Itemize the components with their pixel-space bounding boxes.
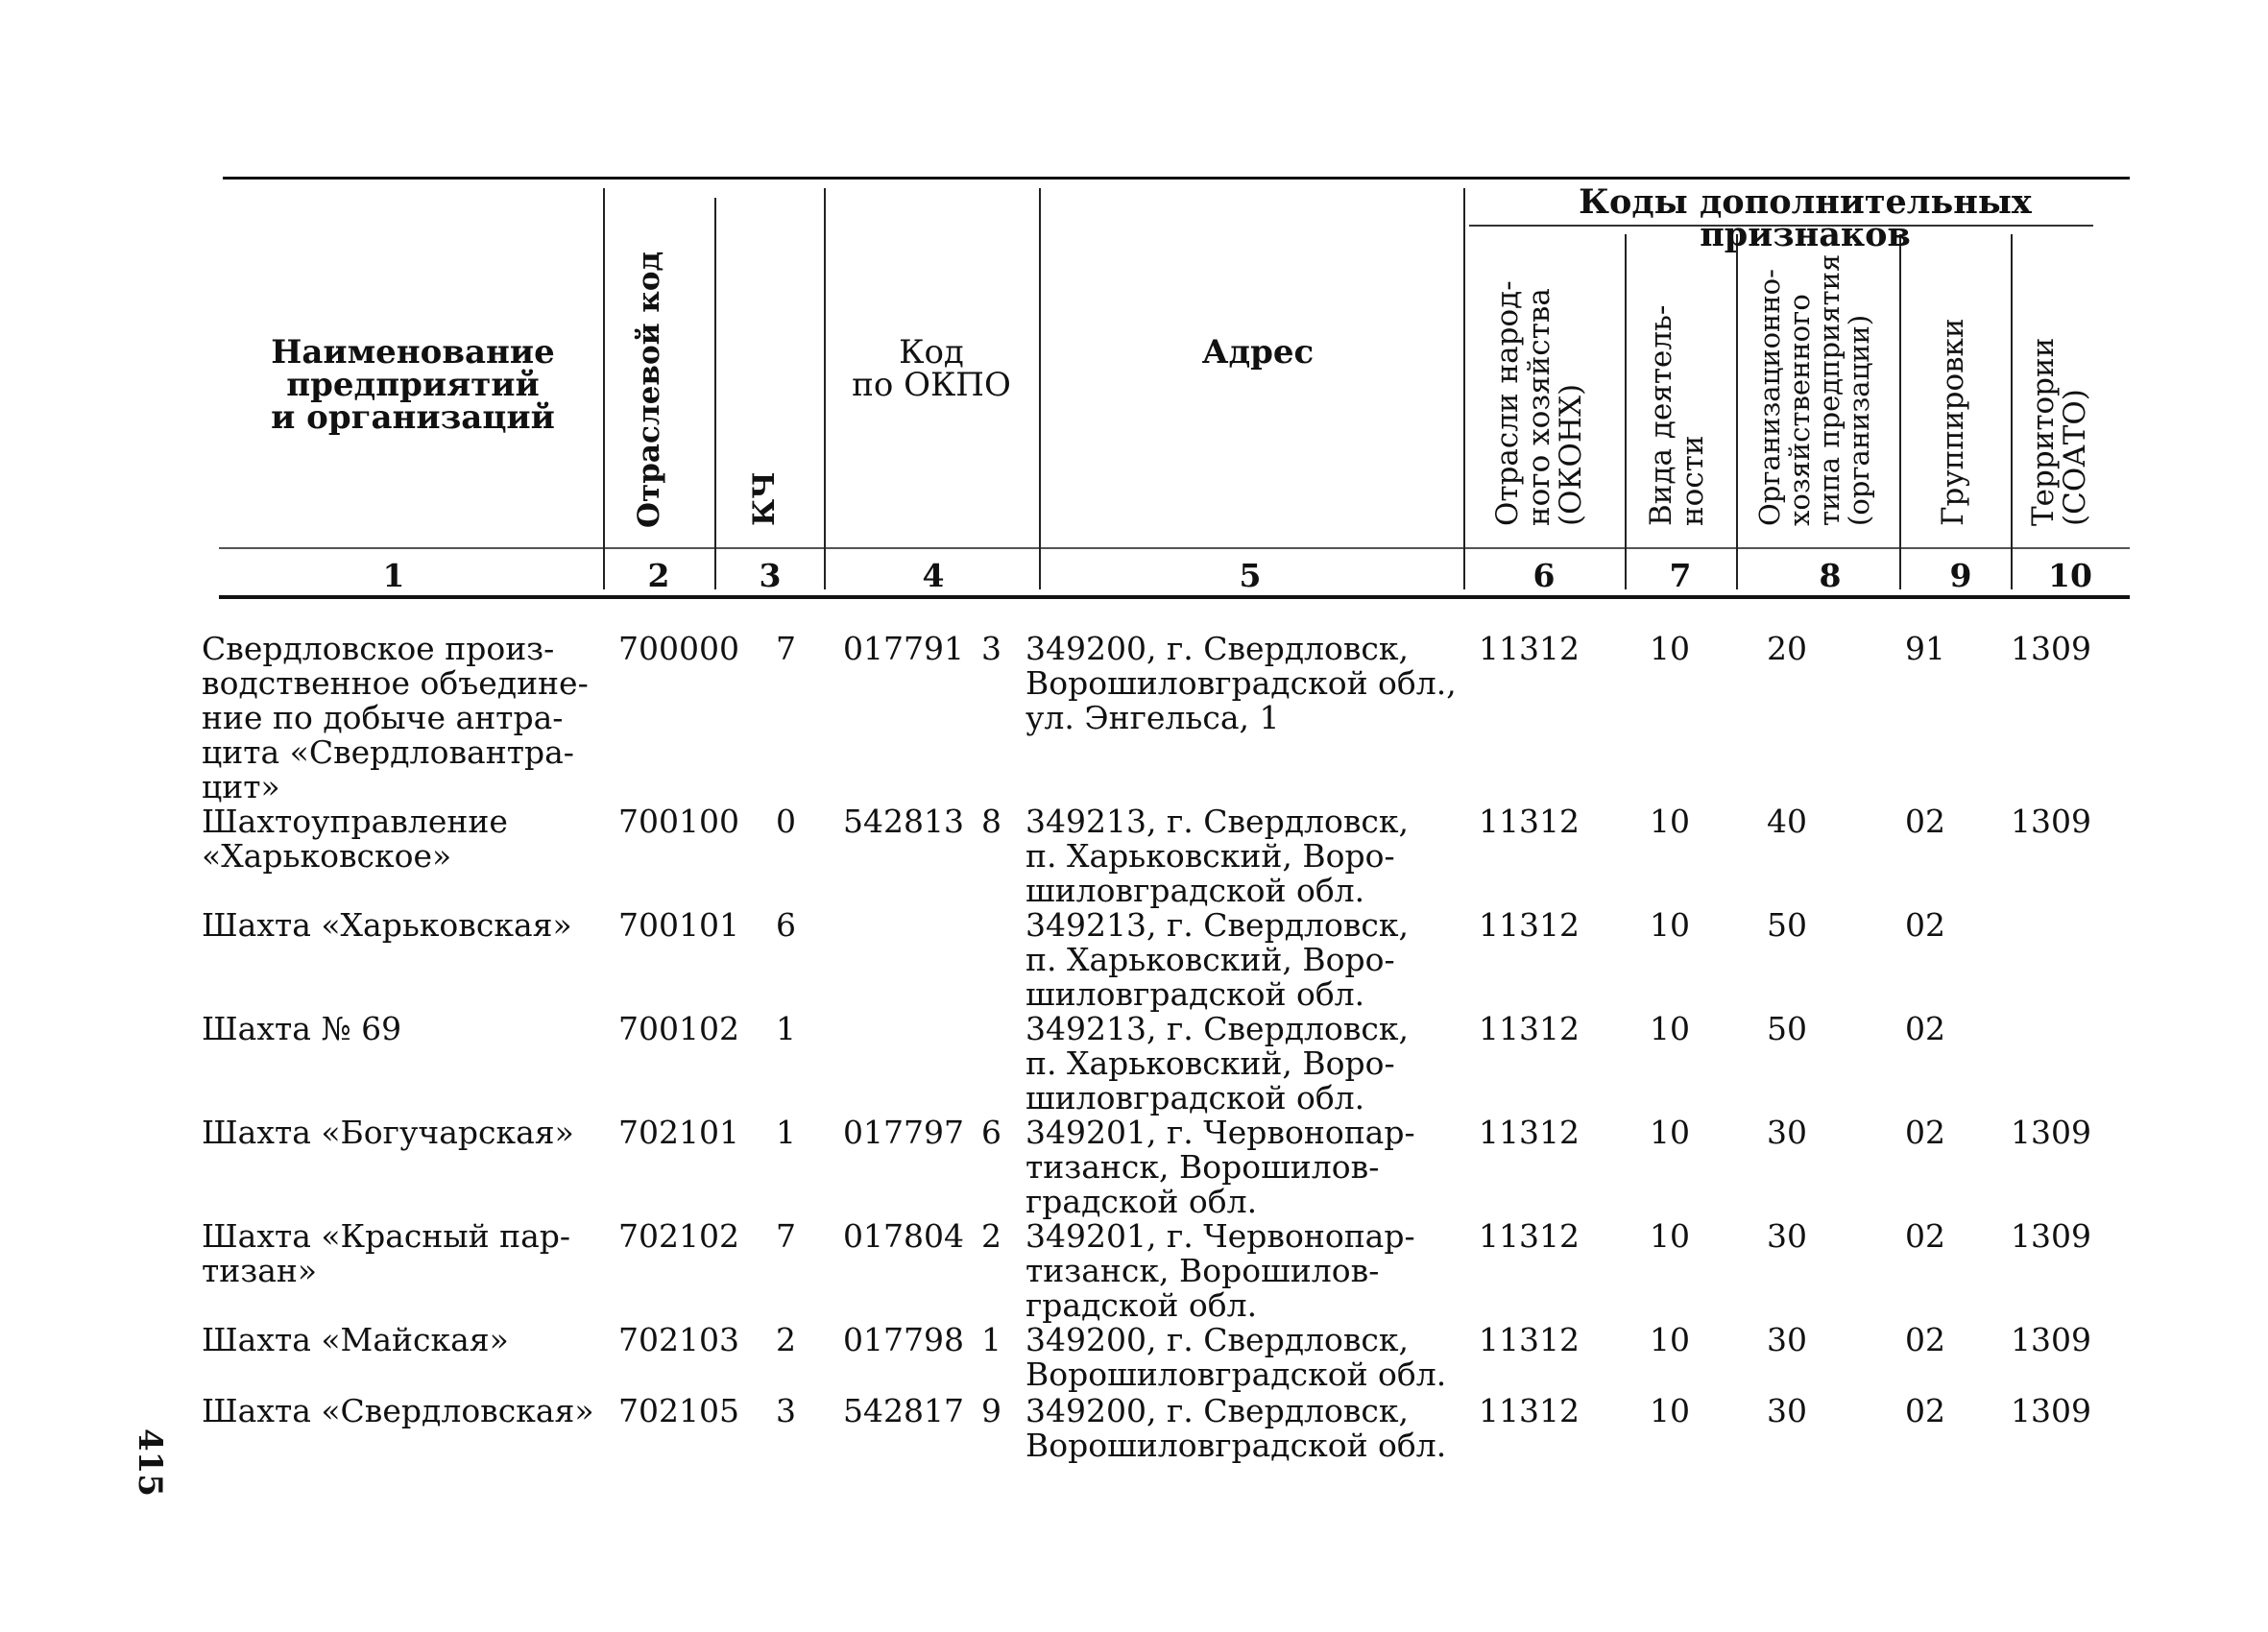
branch-code: 700102 [618, 1010, 739, 1047]
address-line: 349201, г. Червонопар- [1025, 1217, 1415, 1255]
soato-code: 1309 [2011, 630, 2091, 667]
soato-code: 1309 [2011, 1217, 2091, 1255]
enterprise-name [202, 1116, 605, 1150]
header-col1: Наименование предприятий и организаций [271, 333, 555, 437]
address-line: градской обл. [1025, 1286, 1258, 1324]
kch-value: 0 [776, 803, 796, 840]
enterprise-name-line: Шахта «Красный пар- [202, 1217, 571, 1255]
org-type-code: 50 [1767, 1010, 1807, 1047]
soato-code: 1309 [2011, 1114, 2091, 1151]
address-line: 349200, г. Свердловск, [1025, 1392, 1410, 1429]
enterprise-name-line: Шахта «Свердловская» [202, 1392, 594, 1429]
enterprise-name-line: Шахта «Харьковская» [202, 906, 572, 944]
grouping-code: 91 [1905, 630, 1945, 667]
page-number: 415 [131, 1428, 169, 1497]
okonh-code: 11312 [1479, 1010, 1580, 1047]
okonh-code: 11312 [1479, 1114, 1580, 1151]
okonh-code: 11312 [1479, 803, 1580, 840]
vline-2 [714, 198, 716, 589]
address-line: Ворошиловградской обл., [1025, 664, 1457, 702]
address-line: шиловградской обл. [1025, 872, 1365, 909]
address-line: Ворошиловградской обл. [1025, 1356, 1447, 1393]
vline-8 [1899, 234, 1901, 589]
enterprise-name-line: цит» [202, 768, 280, 805]
org-type-code: 30 [1767, 1217, 1807, 1255]
org-type-code: 30 [1767, 1114, 1807, 1151]
vline-6 [1625, 234, 1627, 589]
activity-code: 10 [1650, 1010, 1690, 1047]
enterprise-name-line: цита «Свердловантра- [202, 733, 574, 771]
colnum-8: 8 [1819, 557, 1842, 594]
okpo-check-digit: 2 [981, 1217, 1001, 1255]
okpo-code: 542817 [843, 1392, 964, 1429]
colnum-5: 5 [1239, 557, 1262, 594]
address-line: Ворошиловградской обл. [1025, 1427, 1447, 1464]
colnum-3: 3 [759, 557, 782, 594]
okpo-code: 017791 [843, 630, 964, 667]
address-line: 349213, г. Свердловск, [1025, 1010, 1410, 1047]
okpo-check-digit: 1 [981, 1321, 1001, 1358]
enterprise-name [202, 632, 605, 804]
grouping-code: 02 [1905, 1217, 1945, 1255]
address-line: тизанск, Ворошилов- [1025, 1148, 1380, 1186]
grouping-code: 02 [1905, 1321, 1945, 1358]
address-line: п. Харьковский, Воро- [1025, 1044, 1395, 1082]
grouping-code: 02 [1905, 1010, 1945, 1047]
okonh-code: 11312 [1479, 906, 1580, 944]
vline-4 [1039, 188, 1041, 589]
branch-code: 700100 [618, 803, 739, 840]
header-col6: Отрасли народ- ного хозяйства (ОКОНХ) [1490, 280, 1588, 526]
colnum-1: 1 [382, 557, 405, 594]
header-col7: Вида деятель- ности [1644, 304, 1710, 526]
vline-7 [1736, 234, 1738, 589]
enterprise-name-line: Шахта «Богучарская» [202, 1114, 574, 1151]
enterprise-name-line: ние по добыче антра- [202, 699, 564, 736]
kch-value: 1 [776, 1114, 796, 1151]
address [1025, 1323, 1458, 1392]
header-col2: Отраслевой код [632, 251, 666, 528]
header-col4: Код по ОКПО [852, 333, 1011, 404]
number-row-rule [219, 547, 2130, 549]
vline-5 [1463, 188, 1465, 589]
address-line: 349201, г. Червонопар- [1025, 1114, 1415, 1151]
address [1025, 908, 1458, 1012]
org-type-code: 30 [1767, 1392, 1807, 1429]
address-line: п. Харьковский, Воро- [1025, 837, 1395, 875]
branch-code: 700101 [618, 906, 739, 944]
enterprise-name [202, 804, 605, 874]
okpo-code: 017798 [843, 1321, 964, 1358]
header-col9: Группировки [1936, 318, 1970, 526]
okonh-code: 11312 [1479, 1392, 1580, 1429]
branch-code: 702103 [618, 1321, 739, 1358]
header-col10: Территории (СОАТО) [2026, 337, 2092, 526]
enterprise-name [202, 908, 605, 943]
header-col8: Организационно- хозяйственного типа предприятия (организации) [1753, 253, 1875, 526]
okpo-check-digit: 6 [981, 1114, 1001, 1151]
address-line: 349213, г. Свердловск, [1025, 803, 1410, 840]
activity-code: 10 [1650, 1321, 1690, 1358]
kch-value: 6 [776, 906, 796, 944]
branch-code: 700000 [618, 630, 739, 667]
enterprise-name-line: Шахта № 69 [202, 1010, 402, 1047]
colnum-6: 6 [1532, 557, 1556, 594]
address-line: градской обл. [1025, 1183, 1258, 1220]
address [1025, 1116, 1458, 1219]
activity-code: 10 [1650, 1392, 1690, 1429]
address-line: шиловградской обл. [1025, 975, 1365, 1013]
okpo-check-digit: 3 [981, 630, 1001, 667]
header-col3: КЧ [747, 471, 782, 526]
enterprise-name-line: Свердловское произ- [202, 630, 555, 667]
vline-9 [2011, 234, 2013, 589]
enterprise-name-line: Шахтоуправление [202, 803, 508, 840]
enterprise-name-line: Шахта «Майская» [202, 1321, 509, 1358]
top-rule [223, 177, 2130, 180]
okpo-code: 017797 [843, 1114, 964, 1151]
address [1025, 804, 1458, 908]
okonh-code: 11312 [1479, 630, 1580, 667]
kch-value: 7 [776, 1217, 796, 1255]
kch-value: 7 [776, 630, 796, 667]
branch-code: 702101 [618, 1114, 739, 1151]
colnum-4: 4 [922, 557, 945, 594]
grouping-code: 02 [1905, 1114, 1945, 1151]
okonh-code: 11312 [1479, 1217, 1580, 1255]
address-line: 349200, г. Свердловск, [1025, 1321, 1410, 1358]
activity-code: 10 [1650, 803, 1690, 840]
enterprise-name [202, 1323, 605, 1357]
address-line: п. Харьковский, Воро- [1025, 941, 1395, 978]
org-type-code: 50 [1767, 906, 1807, 944]
branch-code: 702105 [618, 1392, 739, 1429]
header-group: Коды дополнительных признаков [1579, 182, 2032, 254]
kch-value: 3 [776, 1392, 796, 1429]
soato-code: 1309 [2011, 803, 2091, 840]
soato-code: 1309 [2011, 1321, 2091, 1358]
okpo-check-digit: 9 [981, 1392, 1001, 1429]
address [1025, 632, 1458, 735]
branch-code: 702102 [618, 1217, 739, 1255]
address [1025, 1394, 1458, 1463]
address-line: тизанск, Ворошилов- [1025, 1252, 1380, 1289]
okpo-check-digit: 8 [981, 803, 1001, 840]
activity-code: 10 [1650, 1114, 1690, 1151]
colnum-10: 10 [2048, 557, 2092, 594]
grouping-code: 02 [1905, 803, 1945, 840]
activity-code: 10 [1650, 630, 1690, 667]
colnum-9: 9 [1949, 557, 1972, 594]
colnum-7: 7 [1669, 557, 1692, 594]
enterprise-name-line: тизан» [202, 1252, 318, 1289]
enterprise-name [202, 1219, 605, 1288]
address-line: ул. Энгельса, 1 [1025, 699, 1280, 736]
grouping-code: 02 [1905, 906, 1945, 944]
vline-1 [603, 188, 605, 589]
activity-code: 10 [1650, 906, 1690, 944]
okonh-code: 11312 [1479, 1321, 1580, 1358]
kch-value: 1 [776, 1010, 796, 1047]
enterprise-name-line: водственное объедине- [202, 664, 589, 702]
address-line: 349200, г. Свердловск, [1025, 630, 1410, 667]
enterprise-name [202, 1394, 605, 1428]
vline-3 [824, 188, 826, 589]
address-line: шиловградской обл. [1025, 1079, 1365, 1116]
activity-code: 10 [1650, 1217, 1690, 1255]
grouping-code: 02 [1905, 1392, 1945, 1429]
soato-code: 1309 [2011, 1392, 2091, 1429]
address [1025, 1219, 1458, 1323]
address-line: 349213, г. Свердловск, [1025, 906, 1410, 944]
colnum-2: 2 [647, 557, 670, 594]
org-type-code: 40 [1767, 803, 1807, 840]
address [1025, 1012, 1458, 1116]
okpo-code: 017804 [843, 1217, 964, 1255]
kch-value: 2 [776, 1321, 796, 1358]
org-type-code: 20 [1767, 630, 1807, 667]
enterprise-name [202, 1012, 605, 1046]
org-type-code: 30 [1767, 1321, 1807, 1358]
enterprise-name-line: «Харьковское» [202, 837, 452, 875]
header-col5: Адрес [1201, 333, 1315, 372]
header-bottom-rule [219, 595, 2130, 599]
okpo-code: 542813 [843, 803, 964, 840]
